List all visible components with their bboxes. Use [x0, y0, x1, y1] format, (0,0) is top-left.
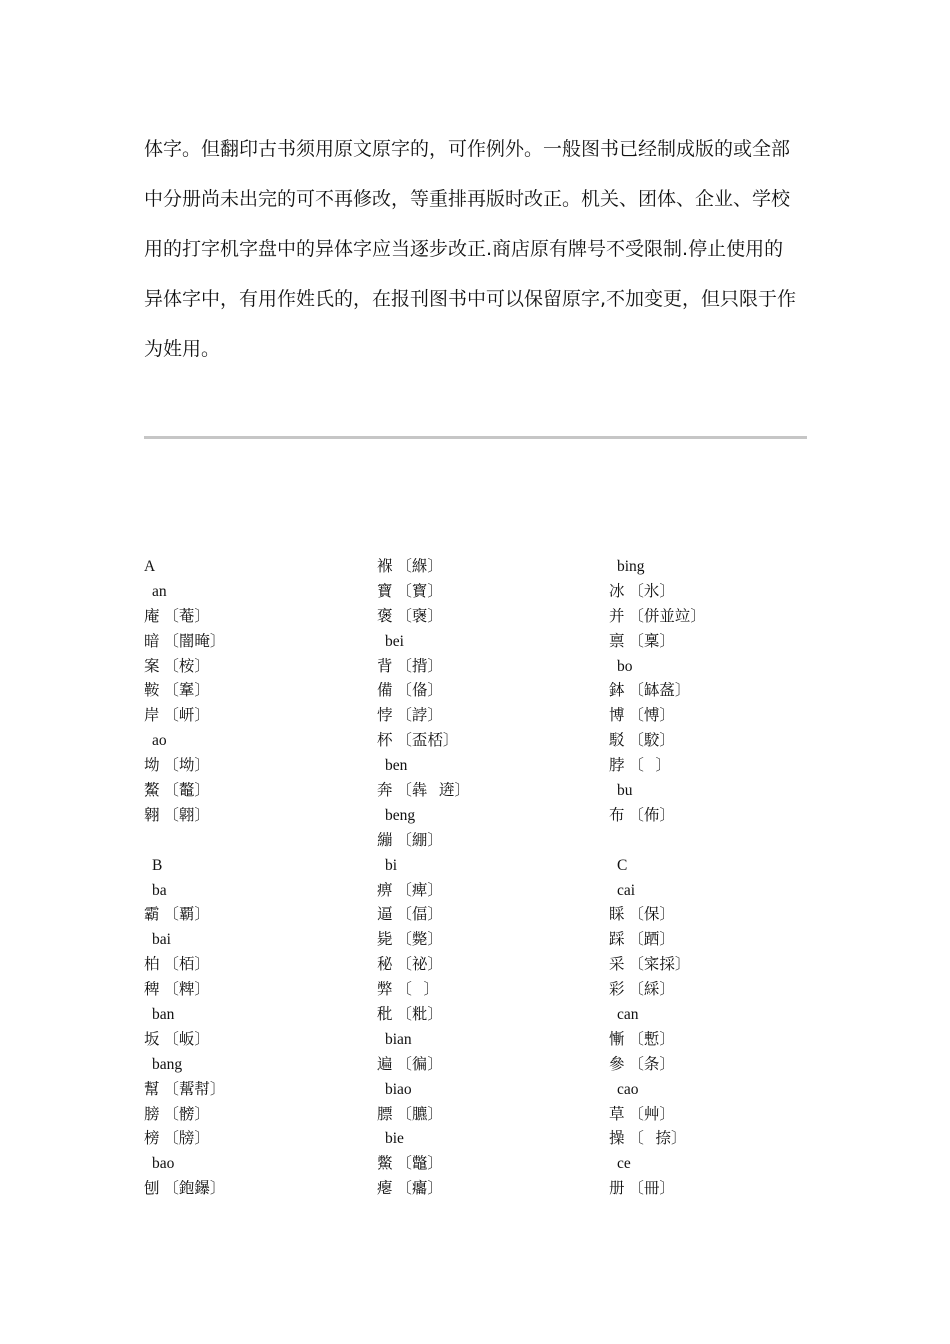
char-entry: 案 〔桉〕	[144, 657, 210, 675]
blank-row	[144, 829, 364, 854]
pinyin-heading: bei	[385, 632, 404, 650]
char-entry: 褒 〔襃〕	[377, 607, 443, 625]
char-entry: 鱉 〔鼈〕	[377, 1155, 443, 1173]
char-entry: 岸 〔岍〕	[144, 707, 210, 725]
char-entry: 鞍 〔鞌〕	[144, 682, 210, 700]
pinyin-heading: an	[152, 582, 167, 600]
char-entry: 草 〔艸〕	[609, 1105, 675, 1123]
intro-line: 用的打字机字盘中的异体字应当逐步改正.商店原有牌号不受限制.停止使用的	[144, 238, 784, 260]
char-entry: 刨 〔鉋鑤〕	[144, 1180, 226, 1198]
pinyin-heading: bao	[152, 1155, 175, 1173]
pinyin-heading: bo	[617, 657, 633, 675]
char-entry: 榜 〔牓〕	[144, 1130, 210, 1148]
char-entry: 弊 〔 〕	[377, 981, 440, 999]
pinyin-heading: ce	[617, 1155, 631, 1173]
pinyin-heading: ben	[385, 757, 408, 775]
char-entry: 柏 〔栢〕	[144, 956, 210, 974]
char-entry: 痹 〔痺〕	[377, 881, 443, 899]
char-entry: 布 〔佈〕	[609, 806, 675, 824]
char-entry: 翱 〔翶〕	[144, 806, 210, 824]
pinyin-heading: ao	[152, 732, 167, 750]
char-entry: 庵 〔菴〕	[144, 607, 210, 625]
char-entry: 睬 〔保〕	[609, 906, 675, 924]
char-entry: 坳 〔坳〕	[144, 757, 210, 775]
char-entry: 褓 〔緥〕	[377, 558, 443, 575]
char-entry: 寶 〔寳〕	[377, 582, 443, 600]
char-entry: 膀 〔髈〕	[144, 1105, 210, 1123]
intro-line: 体字。但翻印古书须用原文原字的，可作例外。一般图书已经制成版的或全部	[144, 138, 791, 160]
char-entry: 秕 〔粃〕	[377, 1006, 443, 1024]
char-entry: 繃 〔綳〕	[377, 831, 443, 849]
char-entry: 駁 〔駮〕	[609, 732, 675, 750]
pinyin-heading: bai	[152, 931, 171, 949]
variant-char-column-2	[377, 555, 597, 1202]
char-entry: 膘 〔臕〕	[377, 1105, 443, 1123]
char-entry: 鰲 〔鼇〕	[144, 782, 210, 800]
pinyin-heading: beng	[385, 806, 416, 824]
char-entry: 備 〔俻〕	[377, 682, 443, 700]
pinyin-heading: bi	[385, 856, 398, 874]
char-entry: 采 〔寀採〕	[609, 956, 691, 974]
char-entry: 遍 〔徧〕	[377, 1055, 443, 1073]
pinyin-heading: B	[152, 856, 163, 874]
pinyin-heading: cao	[617, 1080, 639, 1098]
char-entry: 册 〔冊〕	[609, 1180, 675, 1198]
pinyin-heading: bang	[152, 1055, 183, 1073]
char-entry: 操 〔 捺〕	[609, 1130, 687, 1148]
pinyin-heading: can	[617, 1006, 639, 1024]
char-entry: 博 〔愽〕	[609, 707, 675, 725]
char-entry: 悖 〔誖〕	[377, 707, 443, 725]
char-entry: 冰 〔氷〕	[609, 582, 675, 600]
char-entry: 秘 〔祕〕	[377, 956, 443, 974]
char-entry: 毙 〔斃〕	[377, 931, 443, 949]
pinyin-heading: bie	[385, 1130, 404, 1148]
char-entry: 慚 〔慙〕	[609, 1030, 675, 1048]
char-entry: 參 〔条〕	[609, 1055, 675, 1073]
char-entry: 幫 〔幚幇〕	[144, 1080, 226, 1098]
pinyin-heading: biao	[385, 1080, 412, 1098]
intro-line: 中分册尚未出完的可不再修改，等重排再版时改正。机关、团体、企业、学校	[144, 188, 791, 210]
letter-heading: A	[144, 558, 156, 575]
char-entry: 霸 〔覇〕	[144, 906, 210, 924]
char-entry: 背 〔揹〕	[377, 657, 443, 675]
char-entry: 踩 〔跴〕	[609, 931, 675, 949]
intro-line: 异体字中，有用作姓氏的，在报刊图书中可以保留原字,不加变更，但只限于作	[144, 288, 797, 310]
char-entry: 坂 〔岅〕	[144, 1030, 210, 1048]
char-entry: 并 〔併並竝〕	[609, 607, 706, 625]
pinyin-heading: bu	[617, 782, 633, 800]
pinyin-heading: bing	[617, 558, 645, 575]
char-entry: 瘪 〔癟〕	[377, 1180, 443, 1198]
pinyin-heading: ban	[152, 1006, 175, 1024]
char-entry: 杯 〔盃桮〕	[377, 732, 459, 750]
char-entry: 脖 〔 〕	[609, 757, 672, 775]
intro-paragraph	[144, 130, 814, 380]
char-entry: 稗 〔粺〕	[144, 981, 210, 999]
pinyin-heading: ba	[152, 881, 167, 899]
blank-row	[609, 829, 829, 854]
horizontal-divider	[144, 436, 807, 439]
variant-char-column-3	[609, 555, 829, 1202]
char-entry: 禀 〔稟〕	[609, 632, 675, 650]
pinyin-heading: bian	[385, 1030, 412, 1048]
char-entry: 暗 〔闇晻〕	[144, 632, 226, 650]
char-entry: 逼 〔偪〕	[377, 906, 443, 924]
intro-line: 为姓用。	[144, 338, 221, 360]
char-entry: 鉢 〔缽盋〕	[609, 682, 691, 700]
char-entry: 彩 〔綵〕	[609, 981, 675, 999]
variant-char-column-1	[144, 555, 364, 1202]
pinyin-heading: cai	[617, 881, 636, 899]
char-entry: 奔 〔犇 逩〕	[377, 782, 471, 800]
pinyin-heading: C	[617, 856, 628, 874]
